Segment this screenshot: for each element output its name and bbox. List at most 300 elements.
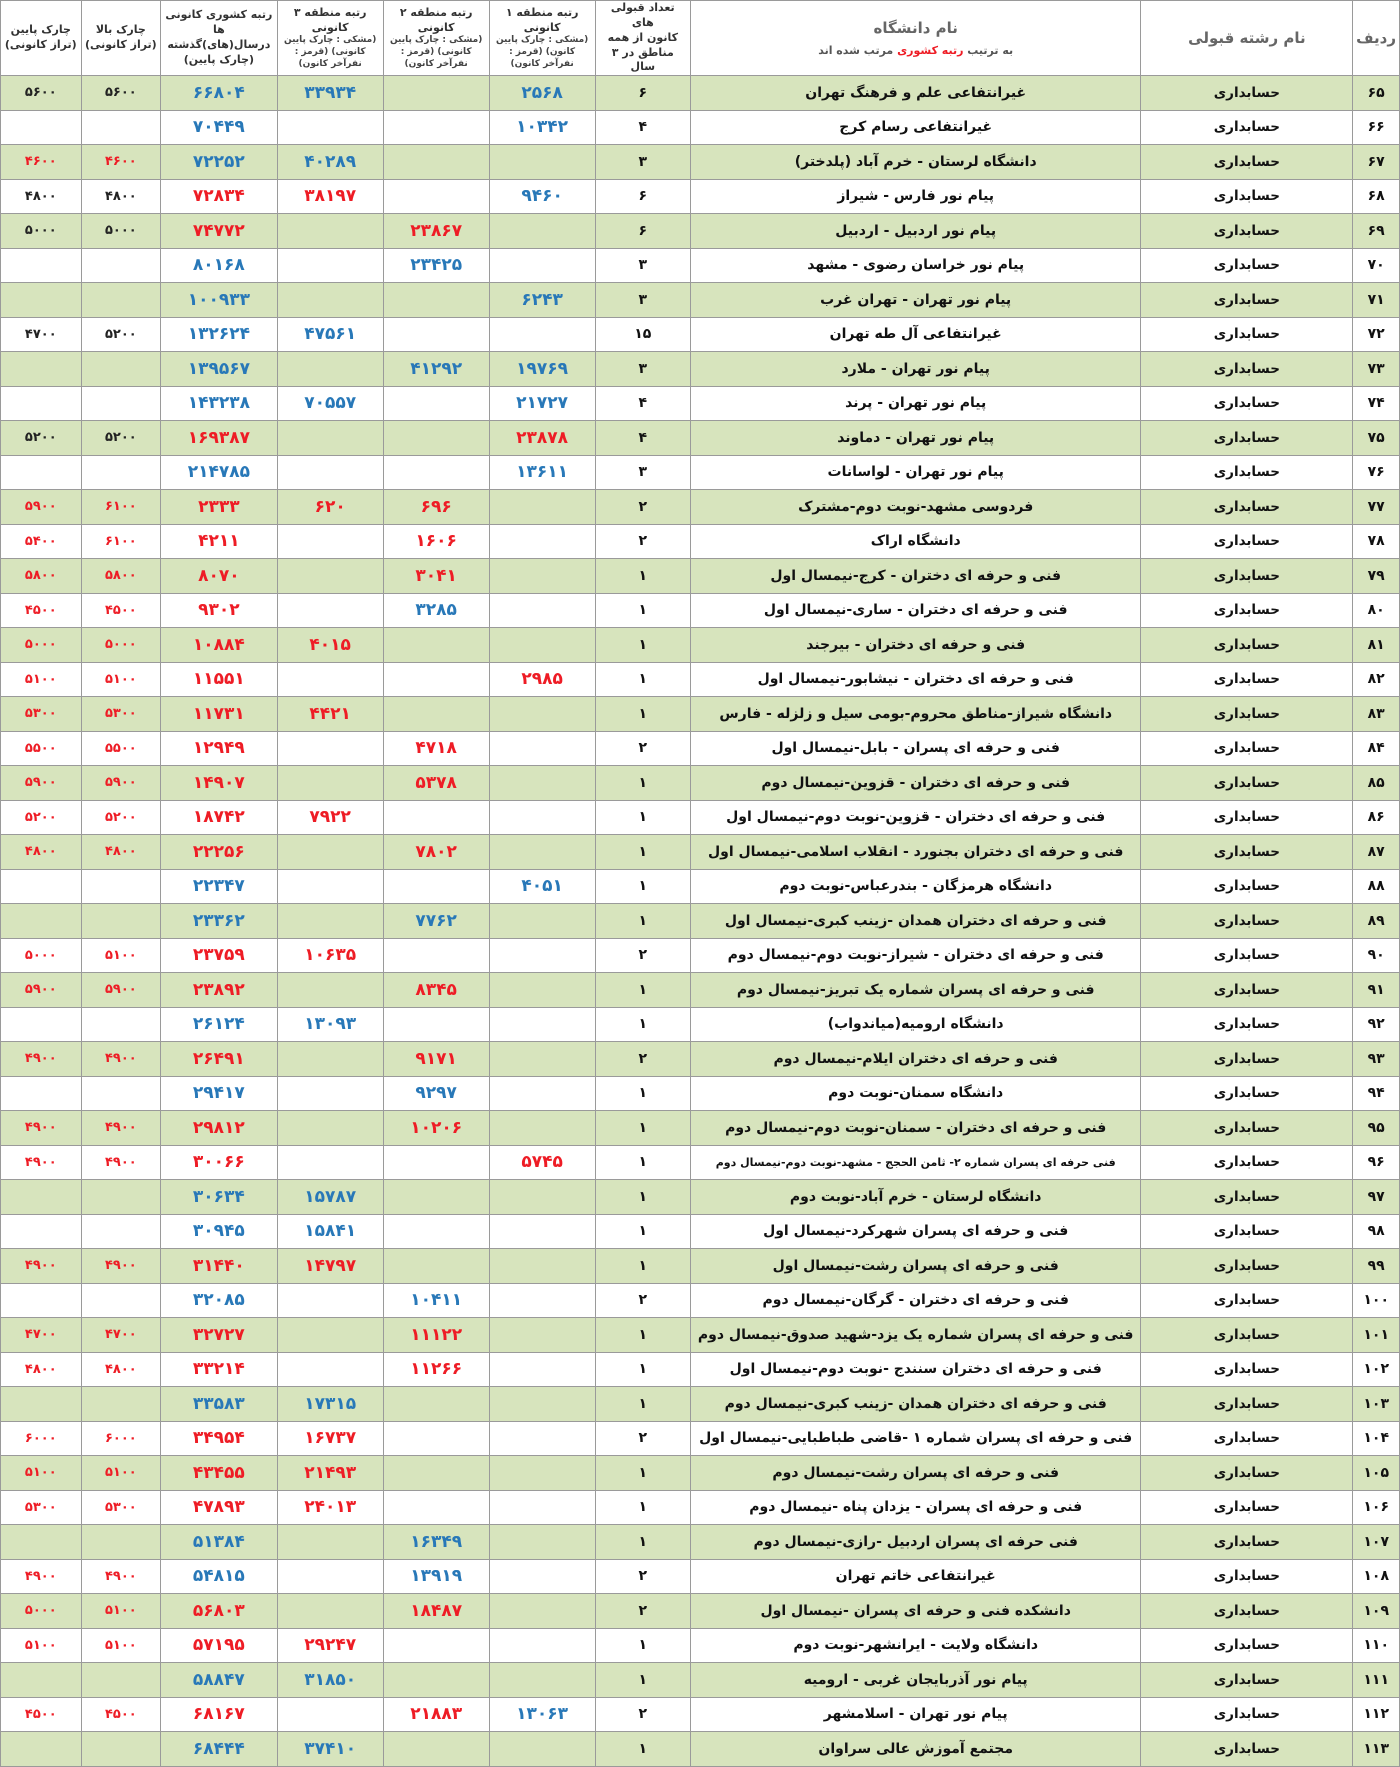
rank-region2-cell [383,1456,489,1491]
upper-quartile-cell: ۴۸۰۰ [81,1352,160,1387]
row-number-cell: ۹۷ [1353,1180,1400,1215]
national-rank-cell: ۳۲۷۲۷ [161,1318,278,1353]
upper-quartile-cell [81,1663,160,1698]
rank-region1-cell [489,1421,595,1456]
national-rank-cell: ۳۱۴۴۰ [161,1249,278,1284]
upper-quartile-cell [81,1007,160,1042]
row-number-cell: ۷۰ [1353,248,1400,283]
accepted-count-cell: ۲ [595,1697,690,1732]
row-number-cell: ۷۷ [1353,490,1400,525]
rank-region2-cell [383,283,489,318]
upper-quartile-cell: ۵۲۰۰ [81,800,160,835]
header-accepted-count: تعداد قبولی های کانون از همه مناطق در ۳ سال [595,1,690,76]
rank-region1-cell [489,973,595,1008]
upper-quartile-cell [81,455,160,490]
accepted-count-cell: ۲ [595,1421,690,1456]
university-cell: دانشگاه ولایت - ایرانشهر-نوبت دوم [690,1628,1140,1663]
header-row-no: ردیف [1353,1,1400,76]
table-row [1,1421,1400,1456]
lower-quartile-cell: ۵۰۰۰ [1,214,82,249]
lower-quartile-cell: ۴۹۰۰ [1,1249,82,1284]
rank-region3-cell: ۷۹۲۲ [277,800,383,835]
rank-region3-cell [277,1559,383,1594]
row-number-cell: ۷۳ [1353,352,1400,387]
major-cell: حسابداری [1141,352,1353,387]
rank-region1-cell [489,317,595,352]
major-cell: حسابداری [1141,731,1353,766]
row-number-cell: ۱۰۹ [1353,1594,1400,1629]
major-cell: حسابداری [1141,593,1353,628]
accepted-count-cell: ۱ [595,1732,690,1767]
rank-region2-cell [383,421,489,456]
major-cell: حسابداری [1141,179,1353,214]
lower-quartile-cell: ۵۳۰۰ [1,697,82,732]
rank-region2-cell [383,662,489,697]
row-number-cell: ۷۹ [1353,559,1400,594]
rank-region2-cell [383,1663,489,1698]
accepted-count-cell: ۶ [595,76,690,111]
national-rank-cell: ۷۰۴۴۹ [161,110,278,145]
university-cell: پیام نور تهران - لواسانات [690,455,1140,490]
rank-region1-cell [489,1111,595,1146]
rank-region1-cell [489,1559,595,1594]
rank-region3-cell [277,1352,383,1387]
upper-quartile-cell: ۵۹۰۰ [81,973,160,1008]
national-rank-cell: ۶۸۱۶۷ [161,1697,278,1732]
accepted-count-cell: ۴ [595,421,690,456]
lower-quartile-cell [1,904,82,939]
rank-region1-cell [489,904,595,939]
row-number-cell: ۷۶ [1353,455,1400,490]
table-row [1,179,1400,214]
rank-region2-cell: ۳۰۴۱ [383,559,489,594]
major-cell: حسابداری [1141,1456,1353,1491]
lower-quartile-cell [1,352,82,387]
major-cell: حسابداری [1141,1628,1353,1663]
major-cell: حسابداری [1141,110,1353,145]
major-cell: حسابداری [1141,662,1353,697]
university-cell: فنی و حرفه ای دختران - گرگان-نیمسال دوم [690,1283,1140,1318]
row-number-cell: ۶۵ [1353,76,1400,111]
upper-quartile-cell: ۵۱۰۰ [81,662,160,697]
upper-quartile-cell: ۵۸۰۰ [81,559,160,594]
row-number-cell: ۸۲ [1353,662,1400,697]
university-cell: فنی و حرفه ای پسران شهرکرد-نیمسال اول [690,1214,1140,1249]
header-major: نام رشته قبولی [1141,1,1353,76]
rank-region3-cell: ۲۱۴۹۳ [277,1456,383,1491]
university-cell: پیام نور تهران - دماوند [690,421,1140,456]
lower-quartile-cell: ۴۸۰۰ [1,1352,82,1387]
row-number-cell: ۹۴ [1353,1076,1400,1111]
table-row [1,214,1400,249]
table-row [1,835,1400,870]
rank-region1-cell [489,1283,595,1318]
major-cell: حسابداری [1141,766,1353,801]
national-rank-cell: ۷۲۲۵۲ [161,145,278,180]
rank-region2-cell [383,1180,489,1215]
rank-region2-cell: ۱۶۰۶ [383,524,489,559]
rank-region2-cell: ۵۳۷۸ [383,766,489,801]
lower-quartile-cell [1,283,82,318]
lower-quartile-cell: ۵۱۰۰ [1,1628,82,1663]
lower-quartile-cell: ۵۹۰۰ [1,766,82,801]
table-row [1,1318,1400,1353]
rank-region3-cell: ۴۴۲۱ [277,697,383,732]
national-rank-cell: ۱۳۹۵۶۷ [161,352,278,387]
university-cell: فنی حرفه ای پسران اردبیل -رازی-نیمسال دوم [690,1525,1140,1560]
table-row [1,1456,1400,1491]
accepted-count-cell: ۱ [595,1249,690,1284]
accepted-count-cell: ۳ [595,283,690,318]
rank-region3-cell [277,1594,383,1629]
national-rank-cell: ۷۲۸۳۴ [161,179,278,214]
national-rank-cell: ۸۰۱۶۸ [161,248,278,283]
upper-quartile-cell: ۵۰۰۰ [81,628,160,663]
rank-region1-cell [489,1628,595,1663]
rank-region3-cell: ۱۳۰۹۳ [277,1007,383,1042]
rank-region1-cell [489,1249,595,1284]
lower-quartile-cell [1,386,82,421]
rank-region1-cell [489,835,595,870]
lower-quartile-cell: ۶۰۰۰ [1,1421,82,1456]
lower-quartile-cell: ۵۳۰۰ [1,1490,82,1525]
table-row [1,662,1400,697]
row-number-cell: ۶۶ [1353,110,1400,145]
national-rank-cell: ۲۶۱۲۴ [161,1007,278,1042]
rank-region2-cell: ۱۰۲۰۶ [383,1111,489,1146]
rank-region1-cell [489,1042,595,1077]
accepted-count-cell: ۱ [595,1525,690,1560]
row-number-cell: ۸۸ [1353,869,1400,904]
upper-quartile-cell [81,248,160,283]
national-rank-cell: ۵۴۸۱۵ [161,1559,278,1594]
university-cell: پیام نور اردبیل - اردبیل [690,214,1140,249]
rank-region3-cell: ۱۴۷۹۷ [277,1249,383,1284]
header-rank-region2: رتبه منطقه ۲ کانونی (مشکی : چارک پایین کانونی) (قرمز : نفرآخر کانون) [383,1,489,76]
rank-region2-cell [383,1387,489,1422]
national-rank-cell: ۲۳۷۵۹ [161,938,278,973]
national-rank-cell: ۲۳۳۶۲ [161,904,278,939]
national-rank-cell: ۱۰۸۸۴ [161,628,278,663]
row-number-cell: ۹۰ [1353,938,1400,973]
major-cell: حسابداری [1141,904,1353,939]
major-cell: حسابداری [1141,1283,1353,1318]
accepted-count-cell: ۶ [595,179,690,214]
accepted-count-cell: ۱ [595,1628,690,1663]
accepted-count-cell: ۲ [595,1283,690,1318]
rank-region3-cell [277,421,383,456]
row-number-cell: ۹۵ [1353,1111,1400,1146]
upper-quartile-cell: ۵۳۰۰ [81,1490,160,1525]
rank-region3-cell [277,524,383,559]
table-row [1,1283,1400,1318]
rank-region3-cell: ۳۱۸۵۰ [277,1663,383,1698]
row-number-cell: ۷۱ [1353,283,1400,318]
lower-quartile-cell: ۵۹۰۰ [1,973,82,1008]
table-row [1,1249,1400,1284]
rank-region1-cell [489,145,595,180]
lower-quartile-cell: ۵۲۰۰ [1,800,82,835]
row-number-cell: ۱۰۳ [1353,1387,1400,1422]
row-number-cell: ۱۰۶ [1353,1490,1400,1525]
row-number-cell: ۸۰ [1353,593,1400,628]
header-lower-quartile: چارک پایین (تراز کانونی) [1,1,82,76]
rank-region3-cell [277,110,383,145]
rank-region1-cell [489,1490,595,1525]
rank-region1-cell: ۱۰۳۴۲ [489,110,595,145]
upper-quartile-cell [81,1283,160,1318]
university-cell: دانشگاه هرمزگان - بندرعباس-نوبت دوم [690,869,1140,904]
table-row [1,421,1400,456]
accepted-count-cell: ۱ [595,628,690,663]
lower-quartile-cell: ۵۲۰۰ [1,421,82,456]
row-number-cell: ۷۸ [1353,524,1400,559]
rank-region1-cell [489,524,595,559]
university-cell: پیام نور تهران - ملارد [690,352,1140,387]
lower-quartile-cell: ۴۹۰۰ [1,1559,82,1594]
university-cell: فنی و حرفه ای دختران - بیرجند [690,628,1140,663]
accepted-count-cell: ۱ [595,1387,690,1422]
accepted-count-cell: ۲ [595,938,690,973]
table-row [1,317,1400,352]
university-cell: دانشگاه اراک [690,524,1140,559]
national-rank-cell: ۳۲۰۸۵ [161,1283,278,1318]
rank-region1-cell [489,766,595,801]
rank-region1-cell [489,731,595,766]
upper-quartile-cell [81,1525,160,1560]
upper-quartile-cell: ۴۹۰۰ [81,1042,160,1077]
row-number-cell: ۷۲ [1353,317,1400,352]
rank-region1-cell [489,938,595,973]
accepted-count-cell: ۴ [595,110,690,145]
major-cell: حسابداری [1141,490,1353,525]
rank-region3-cell [277,1111,383,1146]
row-number-cell: ۹۳ [1353,1042,1400,1077]
table-row [1,938,1400,973]
upper-quartile-cell: ۵۱۰۰ [81,1628,160,1663]
lower-quartile-cell [1,1076,82,1111]
row-number-cell: ۶۹ [1353,214,1400,249]
upper-quartile-cell: ۶۰۰۰ [81,1421,160,1456]
table-row [1,76,1400,111]
major-cell: حسابداری [1141,1007,1353,1042]
rank-region2-cell [383,455,489,490]
rank-region1-cell [489,1387,595,1422]
university-cell: مجتمع آموزش عالی سراوان [690,1732,1140,1767]
table-row [1,800,1400,835]
accepted-count-cell: ۱ [595,697,690,732]
rank-region3-cell [277,352,383,387]
accepted-count-cell: ۱ [595,800,690,835]
lower-quartile-cell [1,1525,82,1560]
rank-region2-cell: ۳۲۸۵ [383,593,489,628]
university-cell: غیرانتفاعی علم و فرهنگ تهران [690,76,1140,111]
major-cell: حسابداری [1141,1076,1353,1111]
national-rank-cell: ۱۴۳۲۳۸ [161,386,278,421]
accepted-count-cell: ۱ [595,1007,690,1042]
major-cell: حسابداری [1141,455,1353,490]
national-rank-cell: ۲۲۳۴۷ [161,869,278,904]
major-cell: حسابداری [1141,1214,1353,1249]
university-cell: فنی و حرفه ای پسران رشت-نیمسال اول [690,1249,1140,1284]
upper-quartile-cell: ۵۶۰۰ [81,76,160,111]
table-row [1,1525,1400,1560]
national-rank-cell: ۳۰۰۶۶ [161,1145,278,1180]
upper-quartile-cell [81,386,160,421]
rank-region1-cell [489,1076,595,1111]
upper-quartile-cell: ۴۸۰۰ [81,835,160,870]
accepted-count-cell: ۴ [595,386,690,421]
rank-region1-cell [489,1180,595,1215]
table-row [1,1145,1400,1180]
university-cell: فنی و حرفه ای دختران ایلام-نیمسال دوم [690,1042,1140,1077]
row-number-cell: ۱۱۲ [1353,1697,1400,1732]
rank-region1-cell [489,697,595,732]
rank-region3-cell: ۱۰۶۳۵ [277,938,383,973]
major-cell: حسابداری [1141,869,1353,904]
university-cell: دانشگاه لرستان - خرم آباد (پلدختر) [690,145,1140,180]
university-cell: فنی و حرفه ای پسران - یزدان پناه -نیمسال دوم [690,1490,1140,1525]
lower-quartile-cell: ۵۵۰۰ [1,731,82,766]
upper-quartile-cell: ۵۹۰۰ [81,766,160,801]
upper-quartile-cell: ۶۱۰۰ [81,524,160,559]
row-number-cell: ۶۷ [1353,145,1400,180]
university-cell: فنی حرفه ای پسران شماره ۲- ثامن الحجج - مشهد-نوبت دوم-نیمسال دوم [690,1145,1140,1180]
accepted-count-cell: ۱ [595,869,690,904]
table-row [1,1007,1400,1042]
rank-region2-cell [383,1007,489,1042]
row-number-cell: ۹۶ [1353,1145,1400,1180]
major-cell: حسابداری [1141,1111,1353,1146]
upper-quartile-cell [81,1732,160,1767]
lower-quartile-cell [1,1283,82,1318]
university-cell: فنی و حرفه ای پسران شماره ۱ -قاضی طباطبایی-نیمسال اول [690,1421,1140,1456]
table-row [1,1352,1400,1387]
national-rank-cell: ۱۰۰۹۳۳ [161,283,278,318]
major-cell: حسابداری [1141,938,1353,973]
rank-region3-cell [277,1525,383,1560]
accepted-count-cell: ۲ [595,731,690,766]
header-university-note: به ترتیب رتبه کشوری مرتب شده اند [818,43,1014,57]
lower-quartile-cell: ۴۸۰۰ [1,179,82,214]
national-rank-cell: ۳۳۲۱۴ [161,1352,278,1387]
rank-region2-cell [383,800,489,835]
rank-region1-cell: ۲۳۸۷۸ [489,421,595,456]
table-row [1,1180,1400,1215]
major-cell: حسابداری [1141,421,1353,456]
rank-region1-cell [489,800,595,835]
university-cell: فنی و حرفه ای پسران رشت-نیمسال دوم [690,1456,1140,1491]
national-rank-cell: ۱۱۵۵۱ [161,662,278,697]
accepted-count-cell: ۱ [595,1490,690,1525]
national-rank-cell: ۱۲۹۴۹ [161,731,278,766]
row-number-cell: ۶۸ [1353,179,1400,214]
header-upper-quartile: چارک بالا (تراز کانونی) [81,1,160,76]
accepted-count-cell: ۱ [595,1076,690,1111]
accepted-count-cell: ۲ [595,1559,690,1594]
rank-region2-cell: ۱۰۴۱۱ [383,1283,489,1318]
rank-region2-cell [383,1214,489,1249]
rank-region3-cell: ۴۰۱۵ [277,628,383,663]
lower-quartile-cell: ۴۷۰۰ [1,1318,82,1353]
upper-quartile-cell: ۵۲۰۰ [81,421,160,456]
rank-region2-cell [383,628,489,663]
lower-quartile-cell: ۵۹۰۰ [1,490,82,525]
row-number-cell: ۷۴ [1353,386,1400,421]
major-cell: حسابداری [1141,1594,1353,1629]
accepted-count-cell: ۱ [595,593,690,628]
rank-region1-cell [489,1456,595,1491]
accepted-count-cell: ۱ [595,1352,690,1387]
table-row [1,628,1400,663]
upper-quartile-cell [81,1180,160,1215]
rank-region3-cell [277,1283,383,1318]
table-row [1,1628,1400,1663]
national-rank-cell: ۵۷۱۹۵ [161,1628,278,1663]
rank-region1-cell: ۵۷۴۵ [489,1145,595,1180]
table-row [1,1111,1400,1146]
header-rank-region3: رتبه منطقه ۳ کانونی (مشکی : چارک پایین کانونی) (قرمز : نفرآخر کانون) [277,1,383,76]
university-cell: فردوسی مشهد-نوبت دوم-مشترک [690,490,1140,525]
accepted-count-cell: ۱ [595,1111,690,1146]
rank-region2-cell [383,1732,489,1767]
accepted-count-cell: ۱ [595,766,690,801]
rank-region2-cell [383,386,489,421]
accepted-count-cell: ۱ [595,1318,690,1353]
lower-quartile-cell: ۴۷۰۰ [1,317,82,352]
rank-region1-cell [489,1214,595,1249]
accepted-count-cell: ۱ [595,1180,690,1215]
rank-region2-cell: ۴۷۱۸ [383,731,489,766]
row-number-cell: ۱۰۸ [1353,1559,1400,1594]
rank-region3-cell [277,835,383,870]
table-row [1,110,1400,145]
upper-quartile-cell [81,352,160,387]
lower-quartile-cell: ۵۰۰۰ [1,938,82,973]
rank-region3-cell: ۳۷۴۱۰ [277,1732,383,1767]
rank-region3-cell [277,766,383,801]
rank-region3-cell: ۲۹۲۴۷ [277,1628,383,1663]
national-rank-cell: ۱۴۹۰۷ [161,766,278,801]
upper-quartile-cell: ۴۹۰۰ [81,1145,160,1180]
national-rank-cell: ۴۲۱۱ [161,524,278,559]
upper-quartile-cell: ۵۳۰۰ [81,697,160,732]
row-number-cell: ۸۳ [1353,697,1400,732]
university-cell: دانشگاه شیراز-مناطق محروم-بومی سیل و زلزله - فارس [690,697,1140,732]
university-cell: دانشکده فنی و حرفه ای پسران -نیمسال اول [690,1594,1140,1629]
row-number-cell: ۱۱۳ [1353,1732,1400,1767]
major-cell: حسابداری [1141,1318,1353,1353]
major-cell: حسابداری [1141,214,1353,249]
rank-region3-cell [277,1042,383,1077]
rank-region3-cell [277,248,383,283]
accepted-count-cell: ۱ [595,904,690,939]
lower-quartile-cell [1,110,82,145]
rank-region2-cell [383,697,489,732]
major-cell: حسابداری [1141,317,1353,352]
university-cell: فنی و حرفه ای پسران - بابل-نیمسال اول [690,731,1140,766]
table-row [1,904,1400,939]
rank-region3-cell: ۱۷۳۱۵ [277,1387,383,1422]
accepted-count-cell: ۲ [595,1042,690,1077]
lower-quartile-cell: ۵۰۰۰ [1,628,82,663]
rank-region2-cell: ۱۱۱۲۲ [383,1318,489,1353]
table-row [1,1732,1400,1767]
rank-region2-cell: ۲۳۴۲۵ [383,248,489,283]
rank-region3-cell: ۴۷۵۶۱ [277,317,383,352]
lower-quartile-cell [1,1180,82,1215]
rank-region1-cell: ۱۹۷۶۹ [489,352,595,387]
